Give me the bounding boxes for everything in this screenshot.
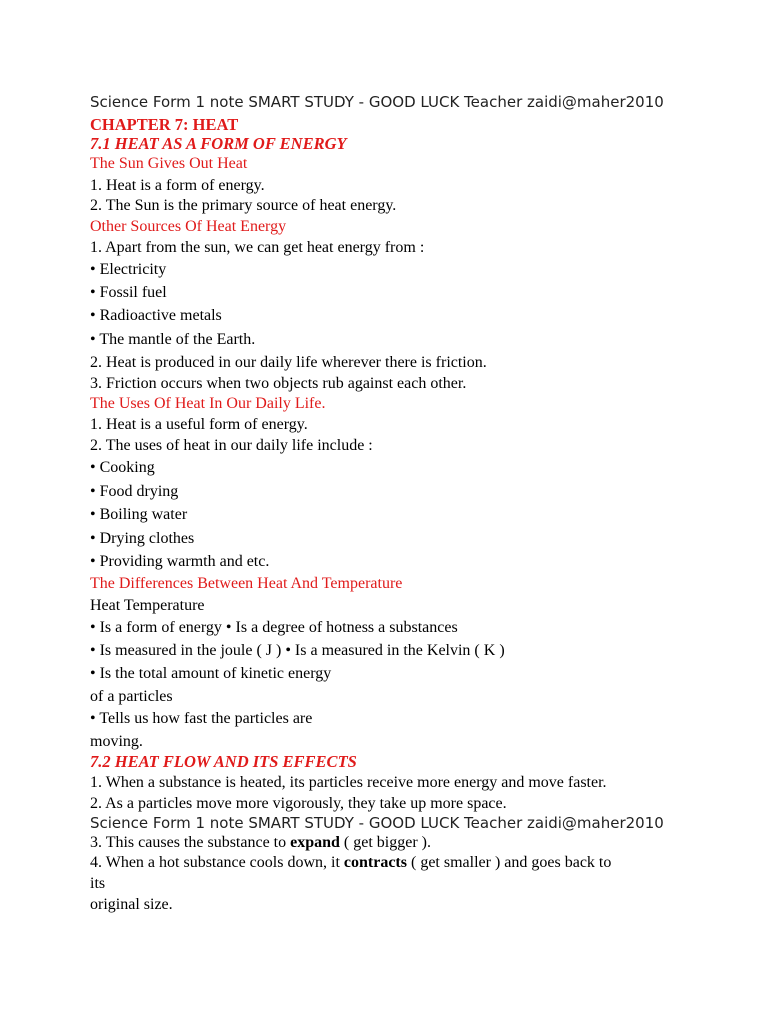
page-header-top: Science Form 1 note SMART STUDY - GOOD LUCK Teacher zaidi@maher2010: [90, 93, 664, 111]
line-3-text-before: 3. This causes the substance to: [90, 834, 291, 851]
other-sources-line-3: 3. Friction occurs when two objects rub against each other.: [90, 375, 467, 392]
uses-line-2: 2. The uses of heat in our daily life include :: [90, 437, 373, 454]
heat-flow-line-4-cont-1: its: [90, 875, 106, 892]
contracts-term: contracts: [343, 854, 407, 871]
uses-line-1: 1. Heat is a useful form of energy.: [90, 416, 308, 433]
heat-flow-line-3: [90, 834, 431, 852]
list-item-drying-clothes: • Drying clothes: [90, 530, 195, 547]
list-item-fossil-fuel: • Fossil fuel: [90, 284, 167, 301]
list-item-radioactive-metals: • Radioactive metals: [90, 307, 222, 324]
heat-flow-line-4: [90, 854, 611, 872]
page-header-repeat: Science Form 1 note SMART STUDY - GOOD LUCK Teacher zaidi@maher2010: [90, 814, 664, 832]
sun-line-1: 1. Heat is a form of energy.: [90, 177, 265, 194]
line-4-text-before: 4. When a hot substance cools down, it: [90, 854, 344, 871]
section-1-title: 7.1 HEAT AS A FORM OF ENERGY: [90, 134, 347, 153]
heat-flow-line-1: 1. When a substance is heated, its particles receive more energy and move faster.: [90, 774, 607, 791]
list-item-food-drying: • Food drying: [90, 483, 179, 500]
differences-row-4-cont: moving.: [90, 733, 143, 750]
differences-heading: The Differences Between Heat And Temperature: [90, 575, 403, 592]
line-3-text-after: ( get bigger ).: [339, 834, 431, 851]
other-sources-heading: Other Sources Of Heat Energy: [90, 218, 287, 235]
sun-line-2: 2. The Sun is the primary source of heat energy.: [90, 197, 397, 214]
differences-row-3: • Is the total amount of kinetic energy: [90, 665, 332, 682]
sun-heading: The Sun Gives Out Heat: [90, 155, 248, 172]
heat-flow-line-2: 2. As a particles move more vigorously, they take up more space.: [90, 795, 507, 812]
differences-row-1: • Is a form of energy • Is a degree of hotness a substances: [90, 619, 458, 636]
list-item-cooking: • Cooking: [90, 459, 155, 476]
differences-row-2: • Is measured in the joule ( J ) • Is a measured in the Kelvin ( K ): [90, 642, 505, 659]
heat-flow-line-4-cont-2: original size.: [90, 896, 173, 913]
line-4-text-after: ( get smaller ) and goes back to: [406, 854, 612, 871]
list-item-electricity: • Electricity: [90, 261, 167, 278]
section-2-title: 7.2 HEAT FLOW AND ITS EFFECTS: [90, 752, 357, 771]
chapter-title: CHAPTER 7: HEAT: [90, 115, 239, 134]
uses-heading: The Uses Of Heat In Our Daily Life.: [90, 395, 326, 412]
expand-term: expand: [290, 834, 340, 851]
list-item-providing-warmth: • Providing warmth and etc.: [90, 553, 270, 570]
differences-columns: Heat Temperature: [90, 597, 205, 614]
list-item-mantle: • The mantle of the Earth.: [90, 331, 256, 348]
list-item-boiling-water: • Boiling water: [90, 506, 188, 523]
differences-row-4: • Tells us how fast the particles are: [90, 710, 313, 727]
other-sources-line-1: 1. Apart from the sun, we can get heat energy from :: [90, 239, 425, 256]
differences-row-3-cont: of a particles: [90, 688, 173, 705]
other-sources-line-2: 2. Heat is produced in our daily life wherever there is friction.: [90, 354, 487, 371]
